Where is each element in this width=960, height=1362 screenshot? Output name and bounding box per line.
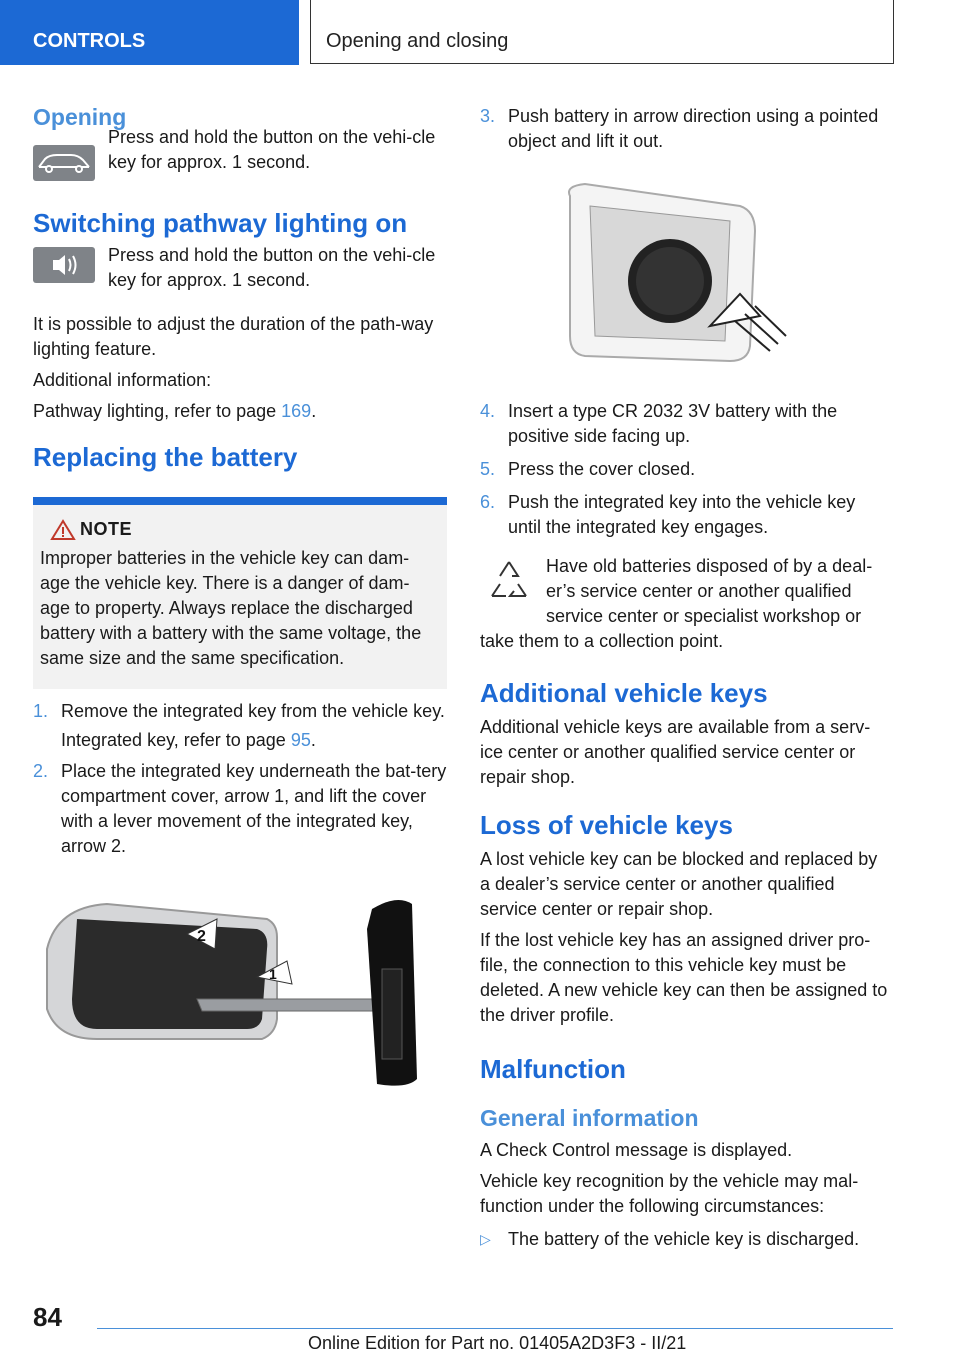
chapter-tab xyxy=(310,0,894,64)
step-1-sub xyxy=(33,728,447,753)
light-key-icon xyxy=(33,247,95,283)
recycle-text: Have old batteries disposed of by a deal-er’s service center or another qualified service center or specialist workshop or xyxy=(546,556,873,626)
right-column xyxy=(480,104,892,1252)
recycle-note xyxy=(480,554,892,654)
note-header xyxy=(40,519,437,540)
step-2 xyxy=(33,759,447,859)
pathway-heading: Switching pathway lighting on xyxy=(33,208,408,238)
bullet-triangle-icon: ▷ xyxy=(480,1231,491,1247)
note-text: Improper batteries in the vehicle key can dam-age the vehicle key. There is a danger of dam-age to property. Always replace the discharged battery with a battery with the same voltage, the same size and the same specification. xyxy=(40,548,422,668)
loss-keys-text-2: If the lost vehicle key has an assigned driver pro-file, the connection to this vehicle key must be deleted. A new vehicle key can then be assigned to the driver profile. xyxy=(480,930,888,1025)
note-heading: NOTE xyxy=(80,519,133,539)
step-5-text: Press the cover closed. xyxy=(508,459,696,479)
pathway-page-link[interactable]: 169 xyxy=(281,401,312,421)
recycle-text-continued: take them to a collection point. xyxy=(480,631,724,651)
car-lock-icon xyxy=(33,145,95,181)
page-number: 84 xyxy=(33,1302,62,1332)
step-1-sub-text: Integrated key, refer to page xyxy=(61,730,291,750)
footer-divider xyxy=(97,1328,893,1329)
step-1-sub-end: . xyxy=(310,730,316,750)
key-removal-illustration xyxy=(37,889,437,1089)
step-5-number: 5. xyxy=(480,459,496,479)
step-2-number: 2. xyxy=(33,761,49,781)
step-4 xyxy=(480,399,892,449)
bullet-item xyxy=(480,1227,892,1252)
step-3-number: 3. xyxy=(480,106,496,126)
figure-label-1: 1 xyxy=(269,966,277,982)
opening-heading: Opening xyxy=(33,104,127,130)
step-3 xyxy=(480,104,892,154)
step-1-number: 1. xyxy=(33,701,49,721)
integrated-key-page-link[interactable]: 95 xyxy=(290,730,311,750)
left-column xyxy=(33,100,447,1094)
pathway-text: Press and hold the button on the vehi-cle key for approx. 1 second. xyxy=(108,245,436,290)
loss-keys-heading: Loss of vehicle keys xyxy=(480,810,733,840)
pathway-row xyxy=(33,243,447,318)
malfunction-heading: Malfunction xyxy=(480,1054,626,1084)
section-label: CONTROLS xyxy=(33,30,146,52)
step-1-text: Remove the integrated key from the vehicle key. xyxy=(61,701,445,721)
pathway-reference xyxy=(33,399,447,424)
additional-keys-text: Additional vehicle keys are available from a serv-ice center or another qualified service center or repair shop. xyxy=(480,717,871,787)
general-info-heading: General information xyxy=(480,1105,699,1131)
general-info-text-2: Vehicle key recognition by the vehicle may mal-function under the following circumstances: xyxy=(480,1171,859,1216)
additional-info-label: Additional information: xyxy=(33,370,212,390)
step-4-number: 4. xyxy=(480,401,496,421)
chapter-label: Opening and closing xyxy=(326,30,509,52)
step-5 xyxy=(480,457,892,482)
pathway-reference-end: . xyxy=(311,401,317,421)
step-3-text: Push battery in arrow direction using a pointed object and lift it out. xyxy=(508,106,879,151)
step-2-text: Place the integrated key underneath the bat-tery compartment cover, arrow 1, and lift the cover with a lever movement of the integrated key, arrow 2. xyxy=(61,761,447,856)
opening-row xyxy=(33,125,447,200)
step-1 xyxy=(33,699,447,724)
additional-keys-heading: Additional vehicle keys xyxy=(480,678,768,708)
step-6 xyxy=(480,490,892,540)
battery-heading: Replacing the battery xyxy=(33,442,298,472)
section-tab xyxy=(0,0,299,65)
pathway-reference-text: Pathway lighting, refer to page xyxy=(33,401,282,421)
step-6-number: 6. xyxy=(480,492,496,512)
pathway-duration-text: It is possible to adjust the duration of the path-way lighting feature. xyxy=(33,314,434,359)
loss-keys-text-1: A lost vehicle key can be blocked and replaced by a dealer’s service center or another qualified service center or repair shop. xyxy=(480,849,878,919)
note-top-bar xyxy=(33,497,447,505)
general-info-text-1: A Check Control message is displayed. xyxy=(480,1140,793,1160)
step-4-text: Insert a type CR 2032 3V battery with the positive side facing up. xyxy=(508,401,838,446)
bullet-text: The battery of the vehicle key is discharged. xyxy=(508,1229,860,1249)
figure-label-2: 2 xyxy=(197,928,206,945)
recycle-icon xyxy=(482,556,536,610)
note-box xyxy=(33,505,447,689)
edition-text: Online Edition for Part no. 01405A2D3F3 - II/21 xyxy=(308,1333,687,1353)
warning-triangle-icon xyxy=(50,519,76,541)
opening-text: Press and hold the button on the vehi-cle key for approx. 1 second. xyxy=(108,127,436,172)
step-6-text: Push the integrated key into the vehicle key until the integrated key engages. xyxy=(508,492,856,537)
battery-removal-illustration xyxy=(550,176,790,376)
